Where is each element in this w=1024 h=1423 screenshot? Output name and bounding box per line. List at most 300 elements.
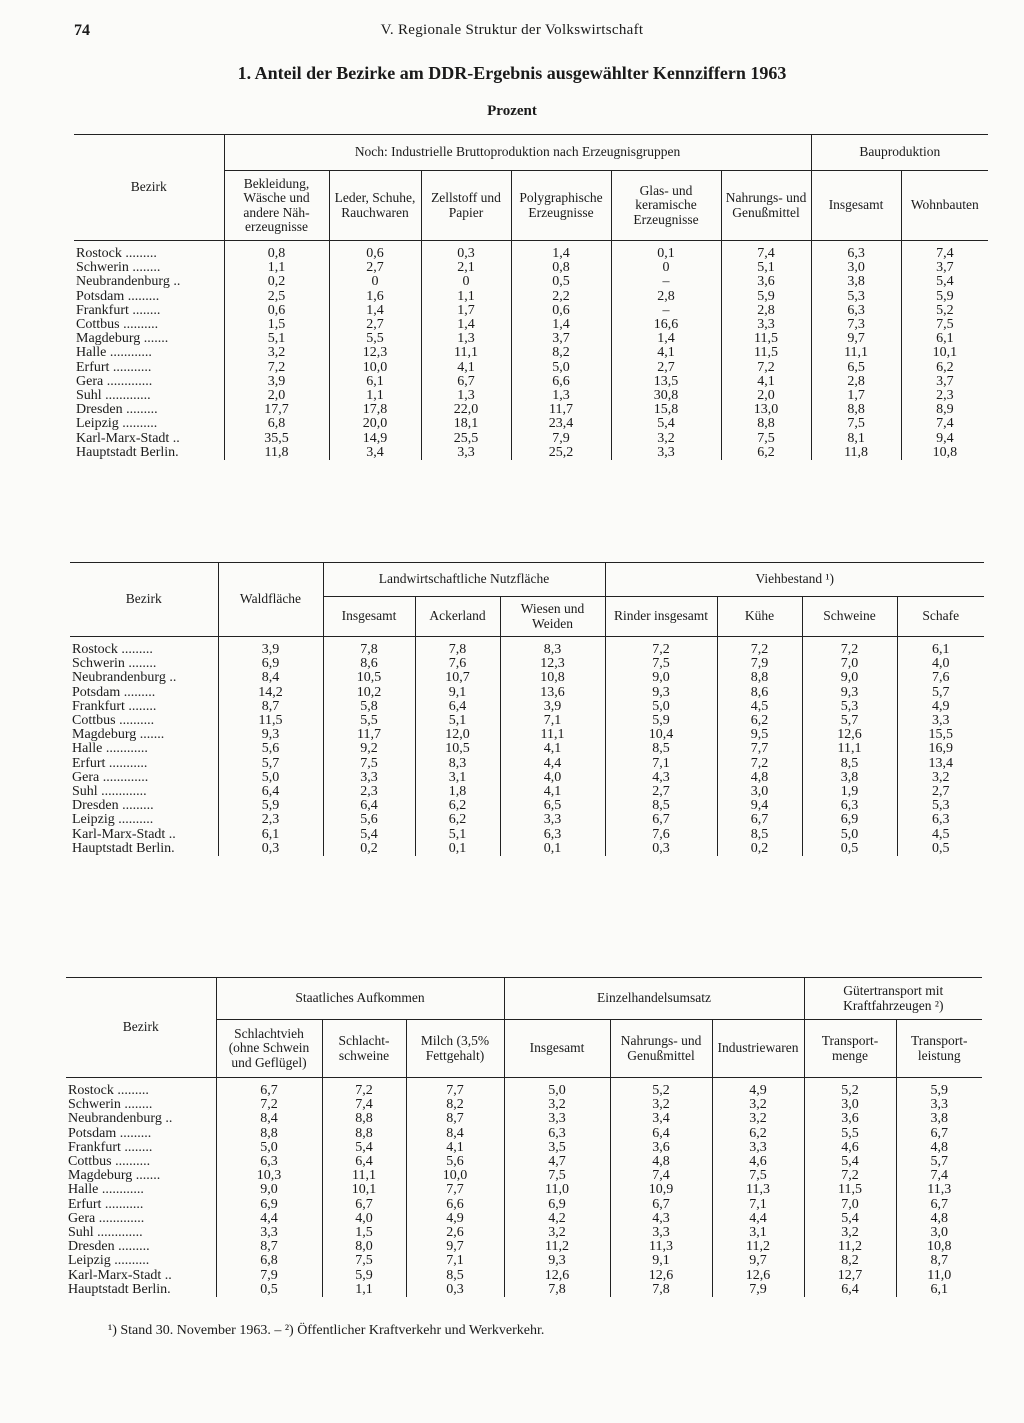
table-cell: 7,8	[323, 637, 415, 658]
table-row	[70, 771, 984, 785]
table-cell: 7,5	[811, 417, 901, 431]
col-header: Ackerland	[415, 597, 500, 637]
table-cell: 13,0	[721, 403, 811, 417]
table-cell: 7,2	[804, 1169, 896, 1183]
table-cell: 3,2	[897, 771, 984, 785]
table-cell: 10,5	[323, 671, 415, 685]
table-cell: 3,1	[415, 771, 500, 785]
table-cell: 3,3	[500, 813, 605, 827]
bezirk-header: Bezirk	[74, 135, 224, 241]
col-header: Insgesamt	[323, 597, 415, 637]
table-cell: 2,8	[811, 375, 901, 389]
bezirk-name: Leipzig ..........	[68, 1253, 150, 1269]
table-cell: 0,6	[329, 241, 421, 262]
table-cell: 5,9	[901, 290, 988, 304]
table-cell: 1,1	[224, 261, 329, 275]
table-cell: 4,0	[322, 1212, 406, 1226]
table-cell: 1,7	[421, 304, 511, 318]
table-cell: 5,6	[406, 1155, 504, 1169]
table-cell: 6,2	[721, 446, 811, 460]
table-cell: 3,7	[901, 261, 988, 275]
table-cell: 7,5	[712, 1169, 804, 1183]
table-cell: 5,9	[605, 714, 717, 728]
table-cell: 3,9	[500, 700, 605, 714]
bezirk-name: Neubrandenburg ..	[76, 274, 181, 290]
bezirk-name: Potsdam .........	[76, 288, 160, 304]
bezirk-name: Cottbus ..........	[76, 317, 159, 333]
table-cell: 3,2	[224, 346, 329, 360]
table-cell: 7,2	[721, 361, 811, 375]
table-cell: 3,2	[504, 1226, 610, 1240]
table-row	[66, 1127, 982, 1141]
table-cell: 3,5	[504, 1141, 610, 1155]
col-header: Wiesen und Weiden	[500, 597, 605, 637]
col-header: Schlachtschweine	[322, 1020, 406, 1078]
table-cell: 3,4	[610, 1112, 712, 1126]
bezirk-name: Suhl .............	[68, 1225, 143, 1241]
group-header-bau: Bauproduktion	[811, 135, 988, 171]
table-cell: 7,6	[415, 657, 500, 671]
table-cell: 0	[611, 261, 721, 275]
table-cell: 3,2	[504, 1098, 610, 1112]
table-cell: 3,4	[329, 446, 421, 460]
bezirk-name: Schwerin ........	[72, 656, 157, 672]
table-row	[66, 1112, 982, 1126]
table-cell: 6,9	[216, 1198, 322, 1212]
table-cell: 5,7	[802, 714, 897, 728]
table-cell: 3,3	[611, 446, 721, 460]
table-cell: 3,2	[804, 1226, 896, 1240]
table-row	[74, 318, 988, 332]
bezirk-name: Frankfurt ........	[76, 302, 161, 318]
table-cell: 9,0	[802, 671, 897, 685]
col-header: Bekleidung, Wäsche und andere Näherzeugnisse	[224, 171, 329, 241]
table-cell: 6,3	[504, 1127, 610, 1141]
table-cell: 11,0	[896, 1269, 982, 1283]
table-cell: 5,1	[721, 261, 811, 275]
table-cell: 10,8	[500, 671, 605, 685]
table-cell: 12,7	[804, 1269, 896, 1283]
table-row	[66, 1226, 982, 1240]
table-cell: 20,0	[329, 417, 421, 431]
bezirk-name: Halle ............	[76, 345, 152, 361]
table-cell: 7,4	[610, 1169, 712, 1183]
table-cell: 3,6	[721, 275, 811, 289]
table-row	[74, 261, 988, 275]
table-cell: 11,1	[811, 346, 901, 360]
table-row	[66, 1212, 982, 1226]
table-cell: 5,4	[611, 417, 721, 431]
table-row	[70, 813, 984, 827]
table-cell: 6,7	[896, 1198, 982, 1212]
table-cell: 7,5	[605, 657, 717, 671]
table-cell: 3,0	[804, 1098, 896, 1112]
table-cell: 13,6	[500, 686, 605, 700]
table-cell: 5,0	[504, 1078, 610, 1099]
table-cell: 14,2	[218, 686, 323, 700]
table-cell: 5,4	[901, 275, 988, 289]
table-cell: 5,3	[802, 700, 897, 714]
bezirk-name: Magdeburg .......	[68, 1168, 161, 1184]
table-cell: 6,4	[322, 1155, 406, 1169]
table-cell: 0,8	[511, 261, 611, 275]
table-cell: 6,6	[511, 375, 611, 389]
page-number: 74	[74, 22, 90, 39]
bezirk-name: Suhl .............	[72, 784, 147, 800]
table-industrie-bau	[74, 134, 988, 460]
table-cell: 7,1	[605, 757, 717, 771]
table-cell: 6,8	[216, 1254, 322, 1268]
table-cell: 11,0	[504, 1183, 610, 1197]
col-header: Kühe	[717, 597, 802, 637]
table-cell: 3,6	[804, 1112, 896, 1126]
table-cell: 4,5	[897, 828, 984, 842]
table-cell: 25,2	[511, 446, 611, 460]
table-cell: 18,1	[421, 417, 511, 431]
bezirk-name: Rostock .........	[68, 1083, 149, 1098]
table-cell: 10,2	[323, 686, 415, 700]
table-cell: 10,4	[605, 728, 717, 742]
table-row	[74, 275, 988, 289]
table-land-vieh	[70, 562, 984, 856]
table-cell: 8,5	[802, 757, 897, 771]
group-header-vieh: Viehbestand ¹)	[605, 563, 984, 597]
table-cell: 10,1	[322, 1183, 406, 1197]
table-cell: 2,7	[329, 318, 421, 332]
table-cell: 5,4	[804, 1212, 896, 1226]
table-cell: 9,1	[415, 686, 500, 700]
table-row	[74, 304, 988, 318]
table-cell: 10,1	[901, 346, 988, 360]
table-cell: 6,4	[415, 700, 500, 714]
table-cell: 23,4	[511, 417, 611, 431]
table-cell: 6,8	[224, 417, 329, 431]
table-cell: 6,7	[605, 813, 717, 827]
table-cell: 25,5	[421, 432, 511, 446]
table-cell: 11,1	[322, 1169, 406, 1183]
col-header: Schafe	[897, 597, 984, 637]
table-cell: 7,2	[717, 637, 802, 658]
group-header-einzelhandel: Einzelhandelsumsatz	[504, 978, 804, 1020]
table-cell: 7,2	[802, 637, 897, 658]
table-cell: 12,3	[329, 346, 421, 360]
bezirk-name: Suhl .............	[76, 388, 151, 404]
table-cell: 2,7	[329, 261, 421, 275]
bezirk-name: Schwerin ........	[76, 260, 161, 276]
table-cell: 4,4	[500, 757, 605, 771]
table-row	[70, 799, 984, 813]
bezirk-name: Neubrandenburg ..	[72, 670, 177, 686]
bezirk-name: Karl-Marx-Stadt ..	[76, 430, 180, 446]
table-cell: 5,9	[721, 290, 811, 304]
table-cell: 9,3	[218, 728, 323, 742]
table-cell: 5,0	[216, 1141, 322, 1155]
table-cell: 10,7	[415, 671, 500, 685]
table-cell: 6,3	[897, 813, 984, 827]
table-cell: 22,0	[421, 403, 511, 417]
table-cell: 4,3	[605, 771, 717, 785]
bezirk-name: Cottbus ..........	[68, 1154, 151, 1170]
table-cell: 7,5	[901, 318, 988, 332]
table-cell: 7,7	[406, 1078, 504, 1099]
table-cell: 11,8	[224, 446, 329, 460]
table-cell: 15,5	[897, 728, 984, 742]
table-cell: 6,1	[218, 828, 323, 842]
bezirk-name: Hauptstadt Berlin.	[76, 444, 179, 460]
table-cell: 3,2	[712, 1098, 804, 1112]
table-cell: 6,3	[500, 828, 605, 842]
table-cell: 4,1	[421, 361, 511, 375]
table-cell: 16,9	[897, 742, 984, 756]
table-cell: 1,3	[421, 389, 511, 403]
bezirk-name: Neubrandenburg ..	[68, 1111, 173, 1127]
table-cell: 6,7	[421, 375, 511, 389]
table-cell: 6,3	[811, 304, 901, 318]
table-cell: 5,2	[901, 304, 988, 318]
table-cell: 12,3	[500, 657, 605, 671]
table-cell: 1,3	[511, 389, 611, 403]
bezirk-name: Karl-Marx-Stadt ..	[68, 1267, 172, 1283]
group-header-transport: Gütertransport mit Kraftfahrzeugen ²)	[804, 978, 982, 1020]
table-cell: 8,1	[811, 432, 901, 446]
table-cell: 10,3	[216, 1169, 322, 1183]
table-cell: 9,5	[717, 728, 802, 742]
table-cell: 1,4	[329, 304, 421, 318]
table-cell: 8,3	[415, 757, 500, 771]
table-cell: 6,7	[322, 1198, 406, 1212]
table-row	[66, 1183, 982, 1197]
table-cell: 6,3	[216, 1155, 322, 1169]
table-row	[74, 446, 988, 460]
table-cell: 9,2	[323, 742, 415, 756]
table-cell: 7,4	[896, 1169, 982, 1183]
table-cell: 0,5	[216, 1283, 322, 1297]
bezirk-name: Frankfurt ........	[68, 1139, 153, 1155]
table-cell: 6,5	[811, 361, 901, 375]
table-cell: 6,2	[712, 1127, 804, 1141]
table-cell: 10,5	[415, 742, 500, 756]
table-cell: 7,2	[224, 361, 329, 375]
table-cell: 7,5	[322, 1254, 406, 1268]
table-cell: 7,7	[406, 1183, 504, 1197]
table-cell: 8,2	[406, 1098, 504, 1112]
table-cell: 7,4	[901, 417, 988, 431]
table-cell: 6,1	[896, 1283, 982, 1297]
table-cell: 11,3	[610, 1240, 712, 1254]
table-cell: 3,9	[224, 375, 329, 389]
running-head: V. Regionale Struktur der Volkswirtschaft	[380, 22, 644, 38]
table-row	[74, 432, 988, 446]
table-cell: 4,4	[216, 1212, 322, 1226]
table-cell: 8,7	[218, 700, 323, 714]
table-cell: 5,5	[804, 1127, 896, 1141]
table-row	[74, 389, 988, 403]
table-cell: 8,5	[717, 828, 802, 842]
table-row	[66, 1098, 982, 1112]
table-row	[70, 637, 984, 658]
table-row	[66, 1169, 982, 1183]
table-cell: 3,7	[511, 332, 611, 346]
col-header: Wohnbauten	[901, 171, 988, 241]
table-row	[74, 361, 988, 375]
table-row	[70, 700, 984, 714]
table-cell: 9,4	[901, 432, 988, 446]
table-cell: 10,8	[896, 1240, 982, 1254]
group-header-nutzflaeche: Landwirtschaftliche Nutzfläche	[323, 563, 605, 597]
table-cell: 6,9	[504, 1198, 610, 1212]
bezirk-name: Karl-Marx-Stadt ..	[72, 826, 176, 842]
table-cell: 5,0	[511, 361, 611, 375]
table-cell: 4,0	[897, 657, 984, 671]
table-cell: 10,9	[610, 1183, 712, 1197]
table-cell: 3,3	[610, 1226, 712, 1240]
table-cell: 11,5	[218, 714, 323, 728]
table-cell: 3,8	[802, 771, 897, 785]
table-cell: 4,6	[804, 1141, 896, 1155]
col-header: Polygraphische Erzeugnisse	[511, 171, 611, 241]
table-cell: 10,8	[901, 446, 988, 460]
table-cell: 3,0	[896, 1226, 982, 1240]
table-cell: 0,6	[511, 304, 611, 318]
table-cell: 0,5	[897, 842, 984, 856]
table-cell: 8,4	[216, 1112, 322, 1126]
table-cell: 4,2	[504, 1212, 610, 1226]
table-cell: 12,6	[610, 1269, 712, 1283]
table-cell: 1,7	[811, 389, 901, 403]
table-cell: 1,5	[322, 1226, 406, 1240]
table-cell: 0,5	[511, 275, 611, 289]
table-row	[66, 1254, 982, 1268]
bezirk-name: Gera .............	[76, 373, 153, 389]
table-cell: 4,3	[610, 1212, 712, 1226]
table-cell: 7,9	[511, 432, 611, 446]
footnote: ¹) Stand 30. November 1963. – ²) Öffentlicher Kraftverkehr und Werkverkehr.	[108, 1323, 545, 1338]
table-row	[74, 346, 988, 360]
table-cell: 11,7	[511, 403, 611, 417]
table-cell: 0,3	[218, 842, 323, 856]
table-row	[70, 671, 984, 685]
table-cell: 5,8	[323, 700, 415, 714]
table-cell: 7,1	[500, 714, 605, 728]
bezirk-name: Potsdam .........	[68, 1125, 152, 1141]
table-cell: 11,7	[323, 728, 415, 742]
table-aufkommen-handel-transport	[66, 977, 982, 1297]
table-cell: 4,8	[610, 1155, 712, 1169]
table-cell: 2,3	[218, 813, 323, 827]
table-row	[66, 1269, 982, 1283]
table-cell: 6,9	[802, 813, 897, 827]
table-cell: 6,9	[218, 657, 323, 671]
table-cell: 2,0	[224, 389, 329, 403]
table-cell: 6,4	[323, 799, 415, 813]
table-cell: 11,5	[721, 346, 811, 360]
table-cell: 7,9	[216, 1269, 322, 1283]
table-cell: 1,1	[322, 1283, 406, 1297]
col-header: Insgesamt	[504, 1020, 610, 1078]
col-header: Transportmenge	[804, 1020, 896, 1078]
table-cell: 5,3	[811, 290, 901, 304]
table-cell: 3,3	[216, 1226, 322, 1240]
table-cell: 7,0	[802, 657, 897, 671]
table-cell: 4,1	[500, 785, 605, 799]
table-cell: 11,3	[712, 1183, 804, 1197]
table-cell: 6,1	[901, 332, 988, 346]
table-cell: 3,3	[323, 771, 415, 785]
table-cell: 4,8	[896, 1212, 982, 1226]
table-cell: 13,5	[611, 375, 721, 389]
bezirk-name: Erfurt ...........	[68, 1196, 144, 1212]
table-cell: 7,2	[322, 1078, 406, 1099]
table-cell: 6,7	[216, 1078, 322, 1099]
table-cell: 6,4	[218, 785, 323, 799]
table-cell: 1,6	[329, 290, 421, 304]
table-row	[70, 785, 984, 799]
table-cell: 3,8	[896, 1112, 982, 1126]
table-cell: 11,5	[804, 1183, 896, 1197]
table-cell: 8,7	[216, 1240, 322, 1254]
table-cell: 6,7	[610, 1198, 712, 1212]
table-cell: 6,2	[901, 361, 988, 375]
table-cell: 3,6	[610, 1141, 712, 1155]
table-cell: 8,9	[901, 403, 988, 417]
col-header: Glas- und keramische Erzeugnisse	[611, 171, 721, 241]
table-cell: 0,3	[421, 241, 511, 262]
table-cell: 3,1	[712, 1226, 804, 1240]
table-cell: 5,1	[415, 714, 500, 728]
table-cell: 3,8	[811, 275, 901, 289]
table-cell: 3,0	[811, 261, 901, 275]
table-row	[74, 403, 988, 417]
table-cell: 17,7	[224, 403, 329, 417]
table-cell: 7,2	[216, 1098, 322, 1112]
table-cell: 9,7	[406, 1240, 504, 1254]
bezirk-name: Cottbus ..........	[72, 713, 155, 729]
table-cell: 1,1	[329, 389, 421, 403]
table-cell: 7,2	[605, 637, 717, 658]
table-cell: 4,9	[897, 700, 984, 714]
bezirk-name: Gera .............	[72, 769, 149, 785]
table-cell: 11,2	[712, 1240, 804, 1254]
table-cell: 8,8	[717, 671, 802, 685]
table-cell: 1,8	[415, 785, 500, 799]
table-cell: 5,0	[218, 771, 323, 785]
table-cell: 3,3	[897, 714, 984, 728]
table-cell: 7,1	[712, 1198, 804, 1212]
bezirk-name: Erfurt ...........	[76, 359, 152, 375]
bezirk-name: Rostock .........	[72, 642, 153, 657]
table-cell: 3,3	[712, 1141, 804, 1155]
table-cell: 6,3	[811, 241, 901, 262]
table-cell: 4,1	[611, 346, 721, 360]
table-cell: 3,0	[717, 785, 802, 799]
table-cell: 7,7	[717, 742, 802, 756]
table-cell: 11,8	[811, 446, 901, 460]
table-row	[74, 417, 988, 431]
col-header: Zellstoff und Papier	[421, 171, 511, 241]
col-header: Leder, Schuhe, Rauchwaren	[329, 171, 421, 241]
bezirk-name: Erfurt ...........	[72, 755, 148, 771]
table-cell: 3,9	[218, 637, 323, 658]
table-row	[70, 828, 984, 842]
table-cell: 5,4	[322, 1141, 406, 1155]
table-cell: 4,1	[500, 742, 605, 756]
table-cell: 0,3	[605, 842, 717, 856]
table-row	[70, 714, 984, 728]
table-cell: 7,1	[406, 1254, 504, 1268]
table-row	[74, 332, 988, 346]
table-cell: 4,1	[406, 1141, 504, 1155]
unit-label: Prozent	[487, 103, 537, 119]
